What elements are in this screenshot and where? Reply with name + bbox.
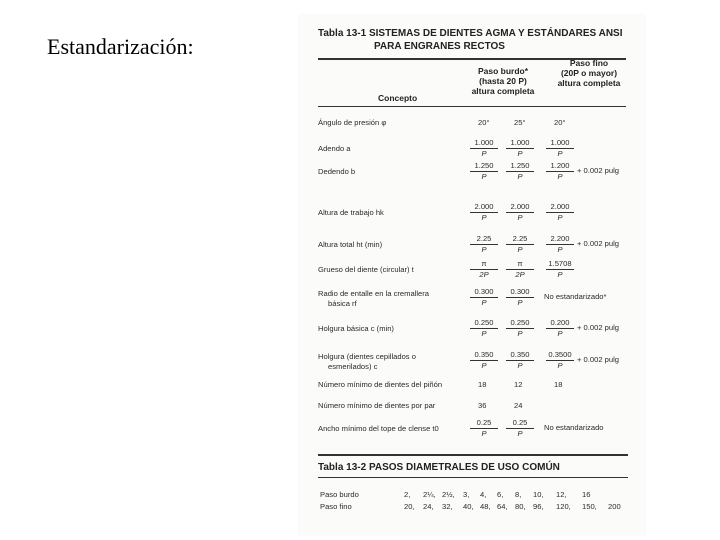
row-value-fraction bbox=[506, 287, 534, 308]
row-label-line: Ángulo de presión φ bbox=[318, 118, 387, 127]
fraction-numerator: 1.000 bbox=[546, 138, 574, 149]
fraction-numerator: 0.250 bbox=[506, 318, 534, 329]
row-value-fraction bbox=[506, 161, 534, 182]
pitch-value: 40, bbox=[463, 502, 474, 511]
table1-header-rule bbox=[318, 106, 626, 107]
pitch-value: 64, bbox=[497, 502, 508, 511]
fraction-numerator: 1.000 bbox=[470, 138, 498, 149]
pitch-value: 10, bbox=[533, 490, 544, 499]
pitch-value: 4, bbox=[480, 490, 487, 499]
fraction-numerator: π bbox=[506, 259, 534, 270]
pitch-row-label: Paso burdo bbox=[320, 490, 359, 499]
row-label-line: Grueso del diente (circular) t bbox=[318, 265, 414, 274]
pitch-value: 80, bbox=[515, 502, 526, 511]
row-label bbox=[318, 167, 355, 177]
row-value-fraction bbox=[470, 318, 498, 339]
row-label-line: Holgura (dientes cepillados o bbox=[318, 352, 416, 361]
fraction-denominator: P bbox=[557, 172, 563, 181]
value-suffix: + 0.002 pulg bbox=[577, 355, 620, 364]
row-value-fraction bbox=[506, 259, 534, 280]
header-fine-pitch: Paso fino (20P o mayor) altura completa bbox=[557, 58, 621, 88]
row-value: 20° bbox=[554, 118, 566, 127]
fraction-denominator: P bbox=[517, 149, 523, 158]
fraction-numerator: 0.300 bbox=[470, 287, 498, 298]
row-value-fraction bbox=[546, 318, 574, 339]
pitch-value: 20, bbox=[404, 502, 415, 511]
pitch-value: 16 bbox=[582, 490, 591, 499]
pitch-value: 2½, bbox=[442, 490, 455, 499]
row-label-line: Radio de entalle en la cremallera bbox=[318, 289, 430, 298]
table1-title-line2: PARA ENGRANES RECTOS bbox=[374, 41, 505, 52]
row-label-line: Dedendo b bbox=[318, 167, 356, 176]
fraction-denominator: P bbox=[481, 298, 487, 307]
fraction-numerator: 2.200 bbox=[546, 234, 574, 245]
row-value-fraction bbox=[546, 350, 574, 371]
row-value-fraction bbox=[470, 234, 498, 255]
row-label bbox=[318, 424, 439, 434]
fraction-denominator: P bbox=[481, 361, 487, 370]
fraction-denominator: P bbox=[481, 245, 487, 254]
row-value: 36 bbox=[478, 401, 487, 410]
pitch-value: 96, bbox=[533, 502, 544, 511]
row-value: 25° bbox=[514, 118, 526, 127]
pitch-value: 120, bbox=[556, 502, 571, 511]
fraction-numerator: 0.3500 bbox=[546, 350, 574, 361]
row-label-line: esmerilados) c bbox=[328, 362, 378, 371]
row-value: No estandarizado* bbox=[544, 292, 607, 301]
row-label bbox=[318, 240, 382, 250]
row-label-line: Número mínimo de dientes del piñón bbox=[318, 380, 443, 389]
fraction-numerator: 2.000 bbox=[470, 202, 498, 213]
row-value: 20° bbox=[478, 118, 490, 127]
row-label-line: Holgura básica c (min) bbox=[318, 324, 394, 333]
fraction-denominator: P bbox=[557, 213, 563, 222]
row-label-line: Adendo a bbox=[318, 144, 351, 153]
pitch-value: 2¼, bbox=[423, 490, 436, 499]
pitch-value: 32, bbox=[442, 502, 453, 511]
fraction-denominator: P bbox=[481, 213, 487, 222]
pitch-value: 8, bbox=[515, 490, 522, 499]
row-value-fraction bbox=[470, 202, 498, 223]
row-value-fraction bbox=[546, 259, 574, 280]
fraction-denominator: 2P bbox=[479, 270, 489, 279]
row-value-fraction bbox=[506, 202, 534, 223]
row-value-fraction bbox=[470, 287, 498, 308]
fraction-denominator: 2P bbox=[515, 270, 525, 279]
row-label bbox=[318, 324, 394, 334]
pitch-value: 150, bbox=[582, 502, 597, 511]
fraction-denominator: P bbox=[517, 429, 523, 438]
row-value-fraction bbox=[546, 138, 574, 159]
fraction-denominator: P bbox=[481, 329, 487, 338]
fraction-numerator: 0.25 bbox=[506, 418, 534, 429]
fraction-denominator: P bbox=[517, 245, 523, 254]
pitch-value: 3, bbox=[463, 490, 470, 499]
row-value-fraction bbox=[470, 259, 498, 280]
row-label bbox=[318, 289, 429, 309]
fraction-denominator: P bbox=[557, 245, 563, 254]
row-value: No estandarizado bbox=[544, 423, 604, 432]
fraction-numerator: 1.000 bbox=[506, 138, 534, 149]
value-suffix: + 0.002 pulg bbox=[577, 239, 620, 248]
fraction-denominator: P bbox=[517, 213, 523, 222]
row-label-line: Número mínimo de dientes por par bbox=[318, 401, 436, 410]
pitch-value: 24, bbox=[423, 502, 434, 511]
fraction-denominator: P bbox=[557, 329, 563, 338]
slide-title: Estandarización: bbox=[47, 34, 194, 59]
row-value: 12 bbox=[514, 380, 523, 389]
header-coarse-pitch: Paso burdo* (hasta 20 P) altura completa bbox=[471, 66, 535, 96]
row-value-fraction bbox=[470, 161, 498, 182]
value-suffix: + 0.002 pulg bbox=[577, 323, 620, 332]
fraction-numerator: 0.350 bbox=[506, 350, 534, 361]
row-value: 18 bbox=[478, 380, 487, 389]
fraction-numerator: 0.25 bbox=[470, 418, 498, 429]
fraction-numerator: 1.250 bbox=[470, 161, 498, 172]
row-label bbox=[318, 118, 386, 128]
row-label bbox=[318, 352, 416, 372]
fraction-numerator: 0.350 bbox=[470, 350, 498, 361]
row-label bbox=[318, 401, 435, 411]
row-value-fraction bbox=[506, 418, 534, 439]
pitch-value: 200 bbox=[608, 502, 621, 511]
fraction-numerator: 1.250 bbox=[506, 161, 534, 172]
fraction-numerator: π bbox=[470, 259, 498, 270]
row-label bbox=[318, 144, 351, 154]
fraction-numerator: 2.000 bbox=[506, 202, 534, 213]
pitch-value: 12, bbox=[556, 490, 567, 499]
row-label-line: Altura total ht (min) bbox=[318, 240, 383, 249]
fraction-numerator: 2.000 bbox=[546, 202, 574, 213]
fraction-denominator: P bbox=[517, 172, 523, 181]
row-value-fraction bbox=[546, 234, 574, 255]
row-value-fraction bbox=[470, 350, 498, 371]
scanned-table-page bbox=[298, 14, 646, 536]
table2-top-rule bbox=[318, 454, 628, 456]
fraction-denominator: P bbox=[481, 172, 487, 181]
row-label bbox=[318, 265, 414, 275]
value-suffix: + 0.002 pulg bbox=[577, 166, 620, 175]
fraction-denominator: P bbox=[557, 361, 563, 370]
fraction-denominator: P bbox=[481, 149, 487, 158]
row-value-fraction bbox=[546, 161, 574, 182]
fraction-denominator: P bbox=[517, 361, 523, 370]
row-label-line: básica rf bbox=[328, 299, 357, 308]
row-value-fraction bbox=[506, 350, 534, 371]
row-value-fraction bbox=[506, 138, 534, 159]
row-label-line: Altura de trabajo hk bbox=[318, 208, 384, 217]
fraction-numerator: 0.250 bbox=[470, 318, 498, 329]
fraction-numerator: 2.25 bbox=[470, 234, 498, 245]
fraction-denominator: P bbox=[557, 270, 563, 279]
fraction-denominator: P bbox=[517, 298, 523, 307]
fraction-denominator: P bbox=[557, 149, 563, 158]
fraction-numerator: 1.200 bbox=[546, 161, 574, 172]
pitch-value: 48, bbox=[480, 502, 491, 511]
row-value-fraction bbox=[506, 234, 534, 255]
row-value-fraction bbox=[470, 418, 498, 439]
table1-title-line1: Tabla 13-1 SISTEMAS DE DIENTES AGMA Y ESTÁNDARES ANSI bbox=[318, 28, 623, 39]
fraction-numerator: 0.300 bbox=[506, 287, 534, 298]
row-label-line: Ancho mínimo del tope de clense t0 bbox=[318, 424, 439, 433]
row-value-fraction bbox=[546, 202, 574, 223]
row-value: 18 bbox=[554, 380, 563, 389]
pitch-value: 6, bbox=[497, 490, 504, 499]
row-value: 24 bbox=[514, 401, 523, 410]
row-label bbox=[318, 380, 442, 390]
fraction-numerator: 2.25 bbox=[506, 234, 534, 245]
row-label bbox=[318, 208, 384, 218]
row-value-fraction bbox=[470, 138, 498, 159]
fraction-denominator: P bbox=[517, 329, 523, 338]
table2-title: Tabla 13-2 PASOS DIAMETRALES DE USO COMÚN bbox=[318, 462, 560, 473]
fraction-numerator: 0.200 bbox=[546, 318, 574, 329]
row-value-fraction bbox=[506, 318, 534, 339]
header-concept: Concepto bbox=[378, 93, 418, 103]
fraction-denominator: P bbox=[481, 429, 487, 438]
table2-header-rule bbox=[318, 477, 628, 478]
pitch-value: 2, bbox=[404, 490, 411, 499]
pitch-row-label: Paso fino bbox=[320, 502, 352, 511]
fraction-numerator: 1.5708 bbox=[546, 259, 574, 270]
